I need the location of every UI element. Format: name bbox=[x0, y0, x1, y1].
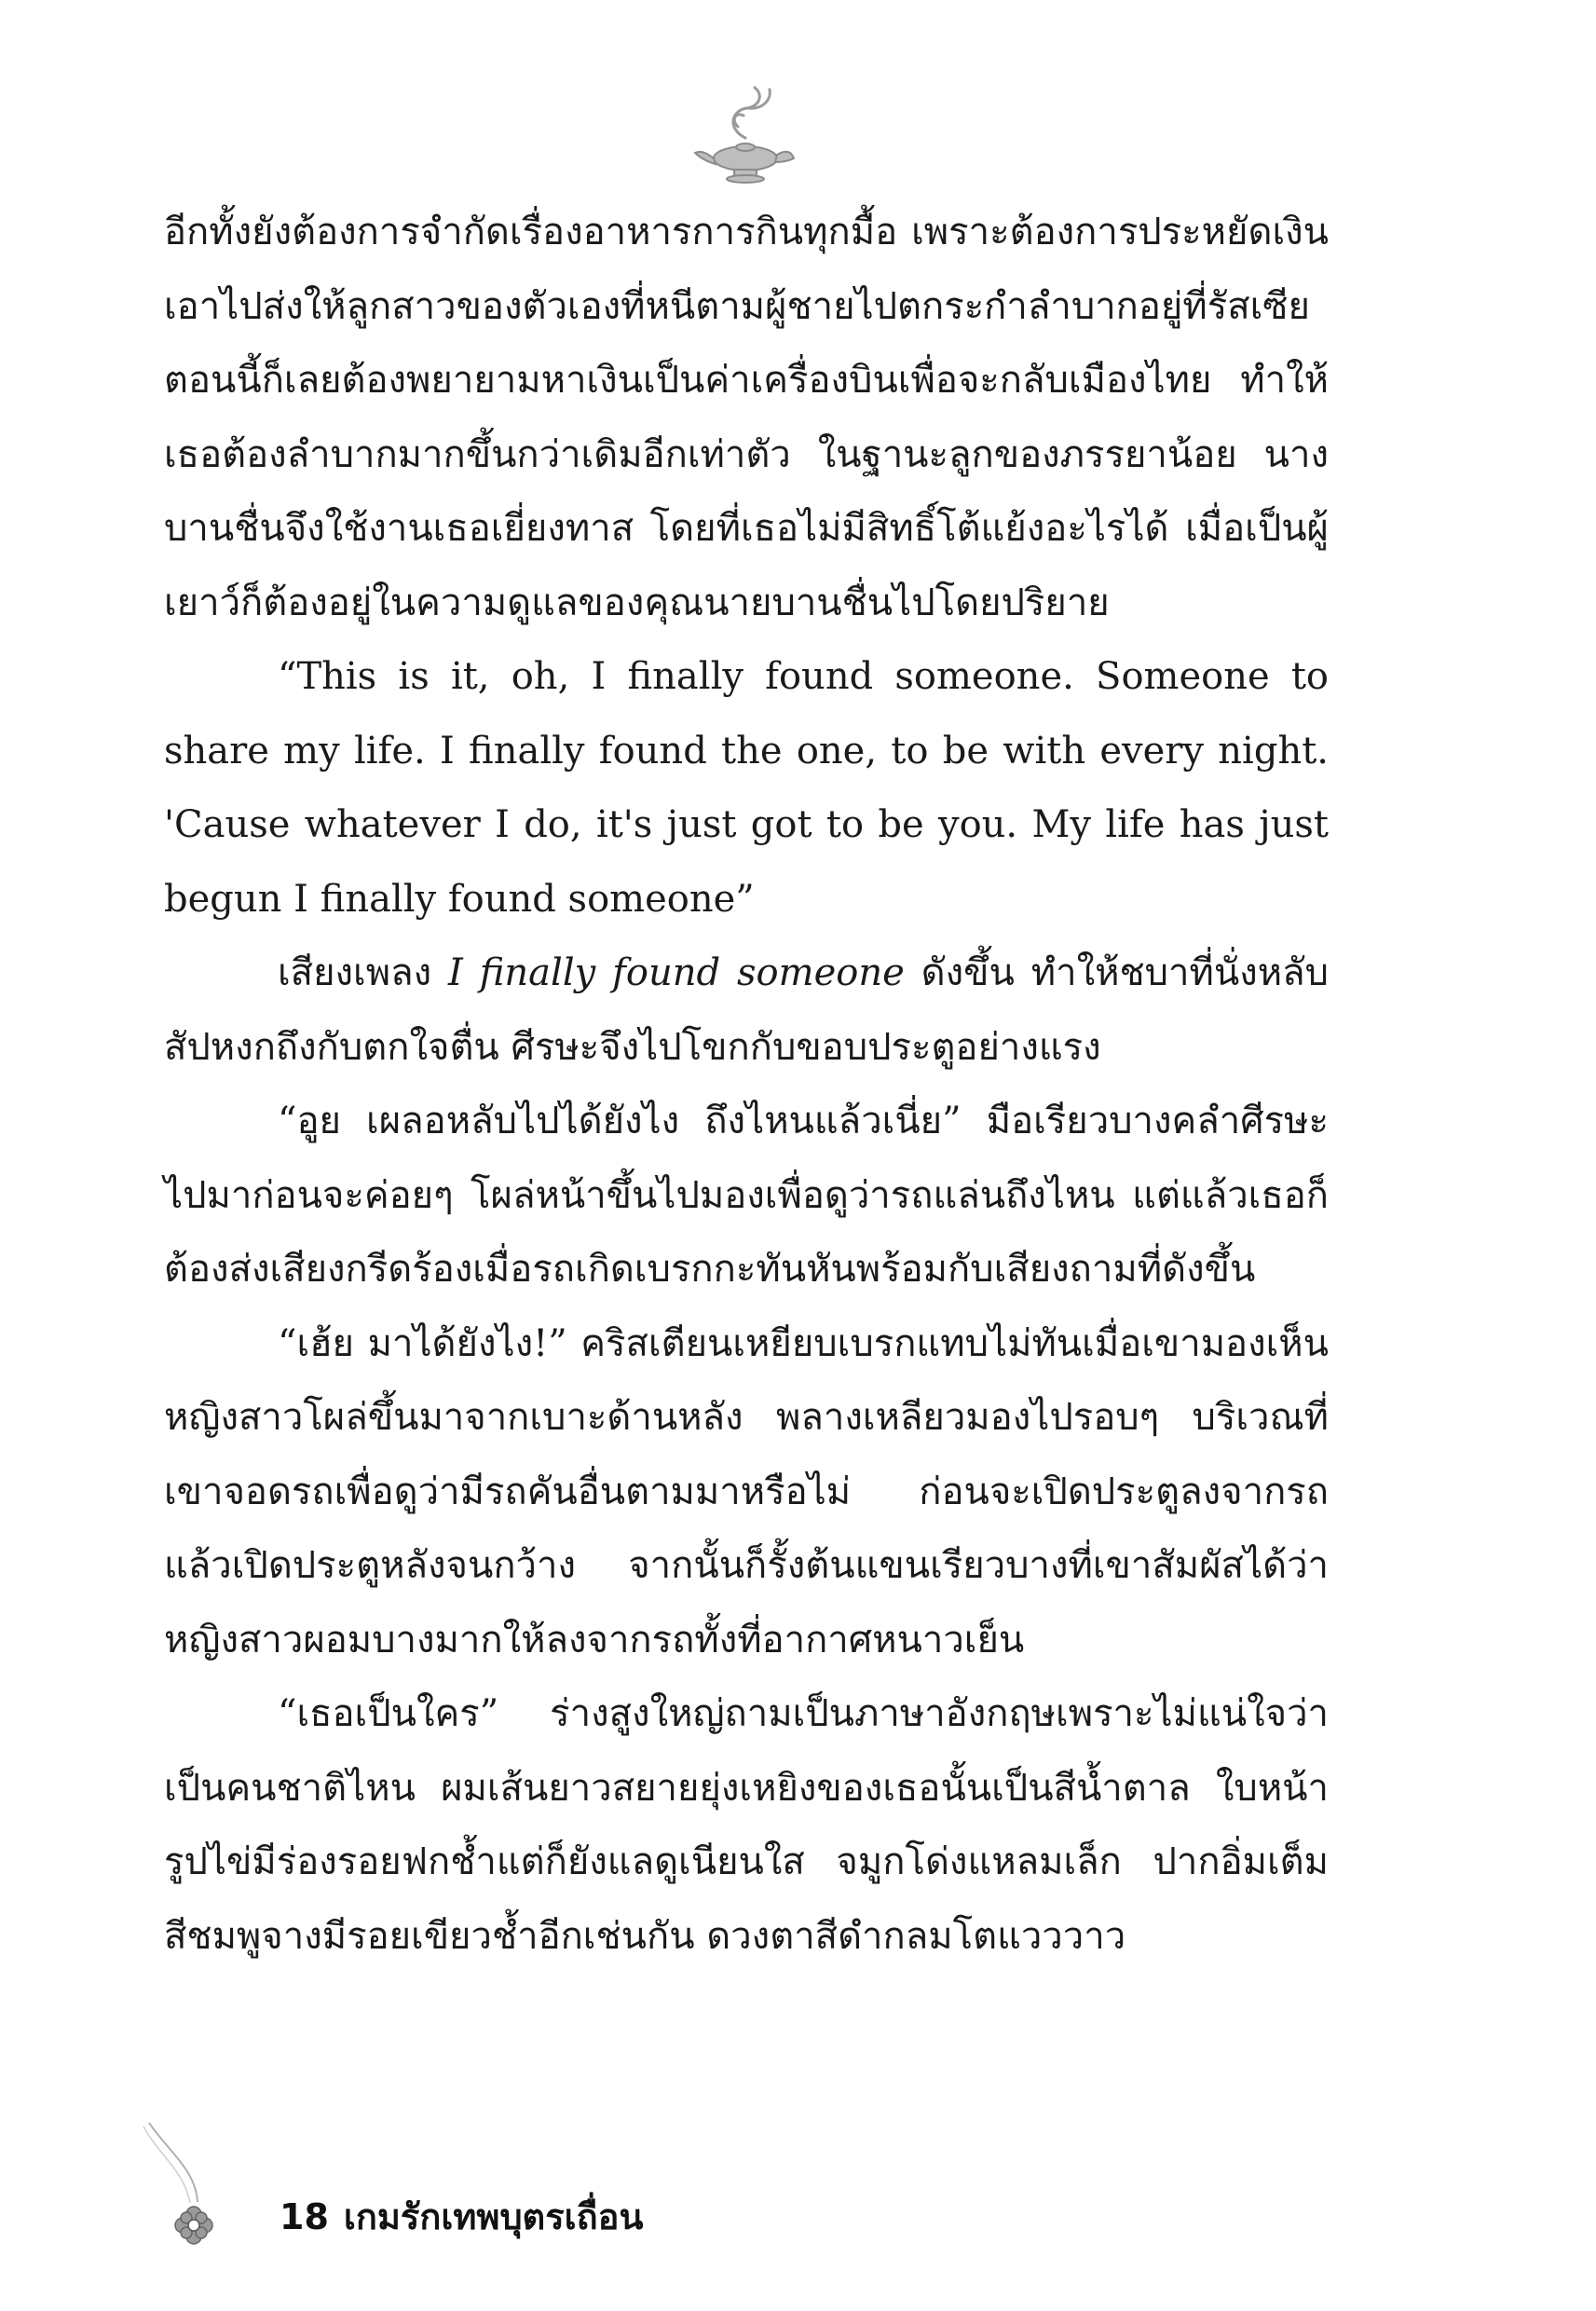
page-body bbox=[164, 196, 1329, 1974]
paragraph-song-lyrics: “This is it, oh, I finally found someone. Someone to share my life. I finally found the one, to be with every night. 'Cause whatever I do, it's just got to be you. My life has just begun I finally found someone” bbox=[164, 655, 1329, 921]
footer-text bbox=[280, 2188, 658, 2245]
page-footer bbox=[140, 2113, 792, 2253]
paragraph-3-rest: ดังขึ้น ทำให้ชบาที่นั่งหลับสัปหงกถึงกับตกใจตื่น ศีรษะจึงไปโขกกับขอบประตูอย่างแรง bbox=[164, 951, 1329, 1069]
paragraph-6: “เธอเป็นใคร” ร่างสูงใหญ่ถามเป็นภาษาอังกฤษเพราะไม่แน่ใจว่าเป็นคนชาติไหน ผมเส้นยาวสยายยุ่งเหยิงของเธอนั้นเป็นสีน้ำตาล ใบหน้ารูปไข่มีร่องรอยฟกช้ำแต่ก็ยังแลดูเนียนใส จมูกโด่งแหลมเล็ก ปากอิ่มเต็มสีชมพูจางมีรอยเขียวช้ำอีกเช่นกัน ดวงตาสีดำกลมโตแวววาว bbox=[164, 1692, 1329, 1958]
genie-lamp-icon bbox=[689, 82, 801, 185]
paragraph-1: อีกทั้งยังต้องการจำกัดเรื่องอาหารการกินทุกมื้อ เพราะต้องการประหยัดเงินเอาไปส่งให้ลูกสาวของตัวเองที่หนีตามผู้ชายไปตกระกำลำบากอยู่ที่รัสเซีย ตอนนี้ก็เลยต้องพยายามหาเงินเป็นค่าเครื่องบินเพื่อจะกลับเมืองไทย ทำให้เธอต้องลำบากมากขึ้นกว่าเดิมอีกเท่าตัว ในฐานะลูกของภรรยาน้อย นางบานชื่นจึงใช้งานเธอเยี่ยงทาส โดยที่เธอไม่มีสิทธิ์โต้แย้งอะไรได้ เมื่อเป็นผู้เยาว์ก็ต้องอยู่ในความดูแลของคุณนายบานชื่นไปโดยปริยาย bbox=[164, 211, 1329, 624]
paragraph-5: “เฮ้ย มาได้ยังไง!” คริสเตียนเหยียบเบรกแทบไม่ทันเมื่อเขามองเห็นหญิงสาวโผล่ขึ้นมาจากเบาะด้านหลัง พลางเหลียวมองไปรอบๆ บริเวณที่เขาจอดรถเพื่อดูว่ามีรถคันอื่นตามมาหรือไม่ ก่อนจะเปิดประตูลงจากรถแล้วเปิดประตูหลังจนกว้าง จากนั้นก็รั้งต้นแขนเรียวบางที่เขาสัมผัสได้ว่าหญิงสาวผอมบางมากให้ลงจากรถทั้งที่อากาศหนาวเย็น bbox=[164, 1321, 1329, 1661]
paragraph-3 bbox=[164, 937, 1329, 1085]
paragraph-3-lead: เสียงเพลง bbox=[278, 951, 449, 994]
page-number: 18 bbox=[280, 2196, 329, 2237]
book-title: เกมรักเทพบุตรเถื่อน bbox=[343, 2196, 644, 2237]
paragraph-4: “อูย เผลอหลับไปได้ยังไง ถึงไหนแล้วเนี่ย” มือเรียวบางคลำศีรษะไปมาก่อนจะค่อยๆ โผล่หน้าขึ้นไปมองเพื่อดูว่ารถแล่นถึงไหน แต่แล้วเธอก็ต้องส่งเสียงกรีดร้องเมื่อรถเกิดเบรกกะทันหันพร้อมกับเสียงถามที่ดังขึ้น bbox=[164, 1100, 1329, 1291]
song-title: I finally found someone bbox=[448, 951, 905, 994]
flower-pendant-icon bbox=[140, 2113, 224, 2253]
